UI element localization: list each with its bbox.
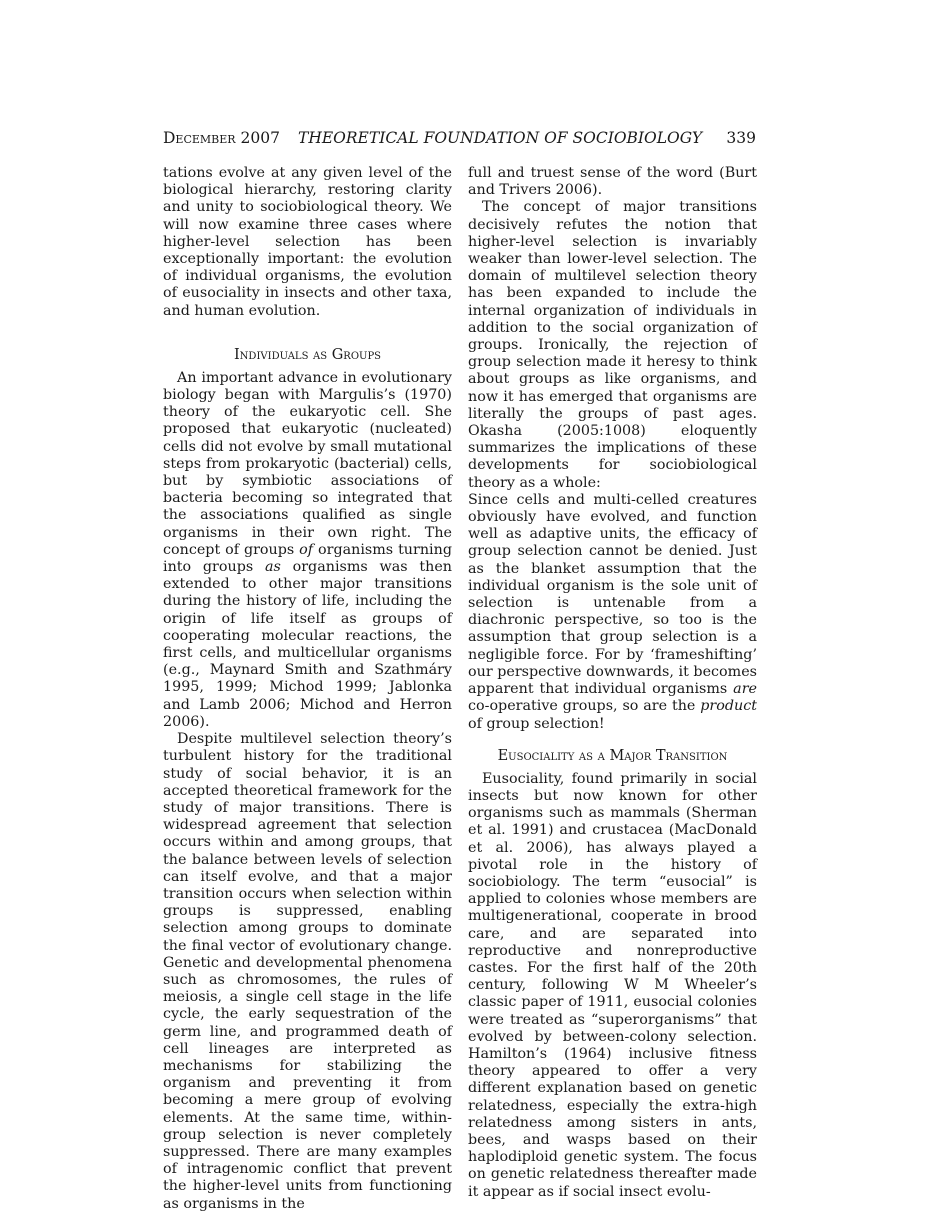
paragraph-text: An important advance in evolutionary biology began with Margulis’s (1970) theory of the eukaryotic cell. She proposed that eukaryotic (nucleated) cells did not evolve by small mutational steps from prokaryotic (bacterial) cells, but by symbiotic associations of bacteria becoming so integrated that the associations qualified as single organisms in their own right. The concept of groups (163, 369, 452, 558)
emphasis-as: as (264, 559, 281, 576)
right-column (468, 165, 757, 1201)
header-date: December 2007 (163, 129, 280, 147)
section-heading-eusociality: Eusociality as a Major Transition (497, 747, 728, 764)
quote-text: co-operative groups, so are the (468, 698, 701, 715)
page-number: 339 (726, 129, 756, 147)
paragraph-eusociality: Eusociality, found primarily in social insects but now known for other organisms such as mammals (Sherman et al. 1991) and crustacea (MacDonald et al. 2006), has always played a pivotal role in the history of sociobiology. The term “eusocial” is applied to colonies whose members are multigenerational, cooperate in brood care, and are separated into reproductive and nonreproductive castes. For the first half of the 20th century, following W M Wheeler’s classic paper of 1911, eusocial colonies were treated as “superorganisms” that evolved by between-colony selection. Hamilton’s (1964) inclusive fitness theory appeared to offer a very different explanation based on genetic relatedness, especially the extra-high relatedness among sisters in ants, bees, and wasps based on their haplodiploid genetic system. The focus on genetic relatedness thereafter made it appear as if social insect evolu- (468, 770, 757, 1200)
paragraph-major-transitions: The concept of major transitions decisively refutes the notion that higher-level selection is invariably weaker than lower-level selection. The domain of multilevel selection theory has been expanded to include the internal organization of individuals in addition to the social organization of groups. Ironically, the rejection of group selection made it heresy to think about groups as like organisms, and now it has emerged that organisms are literally the groups of past ages. Okasha (2005:1008) eloquently summarizes the implications of these developments for sociobiological theory as a whole: (468, 199, 757, 491)
paragraph-multilevel: Despite multilevel selection theory’s turbulent history for the traditional study of social behavior, it is an accepted theoretical framework for the study of major transitions. There is widespread agreement that selection occurs within and among groups, that the balance between levels of selection can itself evolve, and that a major transition occurs when selection within groups is suppressed, enabling selection among groups to dominate the final vector of evolutionary change. Genetic and developmental phenomena such as chromosomes, the rules of meiosis, a single cell stage in the life cycle, the early sequestration of the germ line, and programmed death of cell lineages are interpreted as mechanisms for stabilizing the organism and preventing it from becoming a mere group of evolving elements. At the same time, within-group selection is never completely suppressed. There are many examples of intragenomic conflict that prevent the higher-level units from functioning as organisms in the (163, 731, 452, 1212)
block-quote-okasha (468, 492, 757, 733)
emphasis-are: are (733, 681, 757, 698)
emphasis-product: product (700, 698, 757, 715)
paragraph-text: organisms was then extended to other major transitions during the history of life, including the origin of life itself as groups of cooperating molecular reactions, the first cells, and multicellular organisms (e.g., Maynard Smith and Szathmáry 1995, 1999; Michod 1999; Jablonka and Lamb 2006; Michod and Herron 2006). (163, 559, 453, 730)
header-journal-title: THEORETICAL FOUNDATION OF SOCIOBIOLOGY (298, 129, 703, 147)
paragraph-margulis (163, 370, 452, 731)
left-column (163, 165, 452, 1213)
intro-paragraph: tations evolve at any given level of the biological hierarchy, restoring clarity and unity to sociobiological theory. We will now examine three cases where higher-level selection has been exceptionally important: the evolution of individual organisms, the evolution of eusociality in insects and other taxa, and human evolution. (163, 165, 452, 319)
quote-text: of group selection! (468, 715, 605, 732)
paragraph-text: organisms turning into groups (163, 541, 452, 576)
quote-text: Since cells and multi-celled creatures obviously have evolved, and function well as adaptive units, the efficacy of group selection cannot be denied. Just as the blanket assumption that the individual organism is the sole unit of selection is untenable from a diachronic perspective, so too is the assumption that group selection is a negligible force. For by ‘frameshifting’ our perspective downwards, it becomes apparent that individual organisms (468, 491, 757, 698)
section-heading-individuals: Individuals as Groups (233, 346, 382, 363)
continuation-paragraph: full and truest sense of the word (Burt and Trivers 2006). (468, 165, 757, 199)
emphasis-of: of (299, 541, 314, 558)
